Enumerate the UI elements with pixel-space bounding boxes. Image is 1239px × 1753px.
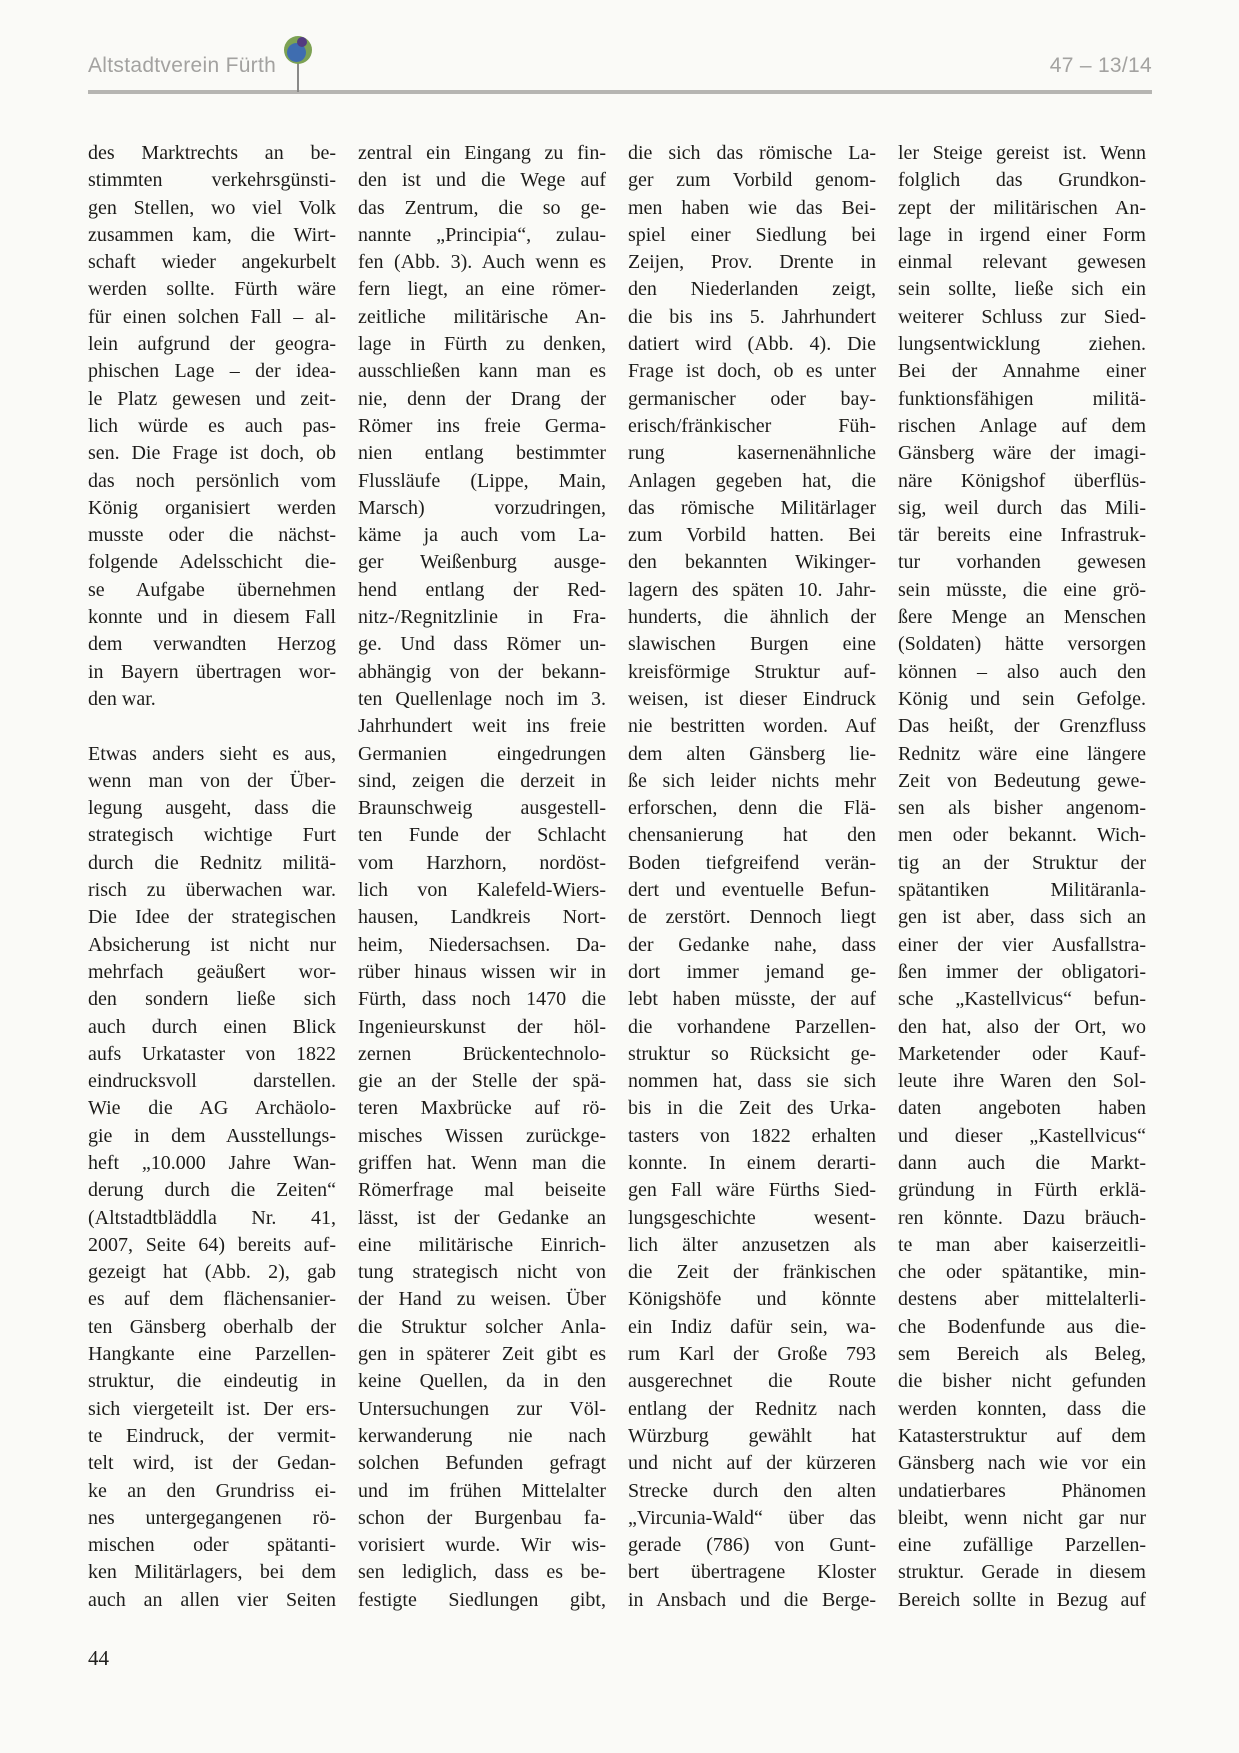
text-line: bis in die Zeit des Urka- — [628, 1097, 876, 1120]
text-line: men oder bekannt. Wich- — [898, 824, 1146, 847]
text-line: spiel einer Siedlung bei — [628, 223, 876, 246]
text-line: lich älter anzusetzen als — [628, 1233, 876, 1256]
text-line: mehrfach geäußert wor- — [88, 960, 336, 983]
text-line: und im frühen Mittelalter — [358, 1479, 606, 1502]
article-column-1 — [88, 140, 336, 1614]
text-line: tur vorhanden gewesen — [898, 551, 1146, 574]
text-line: ßere Menge an Menschen — [898, 606, 1146, 629]
text-line: (Altstadtbläddla Nr. 41, — [88, 1206, 336, 1229]
text-line: kerwanderung nie nach — [358, 1424, 606, 1447]
text-line: Strecke durch den alten — [628, 1479, 876, 1502]
text-line: den sondern ließe sich — [88, 988, 336, 1011]
text-line: konnte und in diesem Fall — [88, 606, 336, 629]
text-line: rum Karl der Große 793 — [628, 1343, 876, 1366]
text-line: „Vircunia-Wald“ über das — [628, 1506, 876, 1529]
text-line: abhängig von der bekann- — [358, 660, 606, 683]
text-line: Jahrhundert weit ins freie — [358, 715, 606, 738]
text-line: in Ansbach und die Berge- — [628, 1588, 876, 1611]
text-line: Gänsberg nach wie vor ein — [898, 1452, 1146, 1475]
text-line: weiterer Schluss zur Sied- — [898, 305, 1146, 328]
text-line: einmal relevant gewesen — [898, 251, 1146, 274]
text-line: schon der Burgenbau fa- — [358, 1506, 606, 1529]
text-line: ren könnte. Dazu bräuch- — [898, 1206, 1146, 1229]
text-line: das noch persönlich vom — [88, 469, 336, 492]
text-line: dem verwandten Herzog — [88, 633, 336, 656]
text-line: gen in späterer Zeit gibt es — [358, 1343, 606, 1366]
text-line: und dieser „Kastellvicus“ — [898, 1124, 1146, 1147]
text-line: dann auch die Markt- — [898, 1151, 1146, 1174]
article-column-3 — [628, 140, 876, 1614]
text-line: zentral ein Eingang zu fin- — [358, 142, 606, 164]
text-line: ße sich leider nichts mehr — [628, 769, 876, 792]
text-line: Das heißt, der Grenzfluss — [898, 715, 1146, 738]
text-line: tig an der Struktur der — [898, 851, 1146, 874]
text-line: aufs Urkataster von 1822 — [88, 1042, 336, 1065]
page-number: 44 — [88, 1646, 109, 1671]
text-line: die bisher nicht gefunden — [898, 1370, 1146, 1393]
text-line: dert und eventuelle Befun- — [628, 879, 876, 902]
text-line: ein Indiz dafür sein, wa- — [628, 1315, 876, 1338]
text-line: Fürth, dass noch 1470 die — [358, 988, 606, 1011]
text-line: che oder spätantike, min- — [898, 1261, 1146, 1284]
text-line: ten Gänsberg oberhalb der — [88, 1315, 336, 1338]
text-line: ten Funde der Schlacht — [358, 824, 606, 847]
text-line: ausgerechnet die Route — [628, 1370, 876, 1393]
text-line: undatierbares Phänomen — [898, 1479, 1146, 1502]
text-line: es auf dem flächensanier- — [88, 1288, 336, 1311]
text-line: rüber hinaus wissen wir in — [358, 960, 606, 983]
text-line: lich würde es auch pas- — [88, 414, 336, 437]
text-line: König organisiert werden — [88, 496, 336, 519]
article-body — [88, 140, 1152, 1614]
text-line: sich viergeteilt ist. Der ers- — [88, 1397, 336, 1420]
text-line: le Platz gewesen und zeit- — [88, 387, 336, 410]
text-line: der Hand zu weisen. Über — [358, 1288, 606, 1311]
text-line: lebt haben müsste, der auf — [628, 988, 876, 1011]
text-line: fern liegt, an eine römer- — [358, 278, 606, 301]
text-line: heft „10.000 Jahre Wan- — [88, 1151, 336, 1174]
text-line: Marketender oder Kauf- — [898, 1042, 1146, 1065]
text-line: ten Quellenlage noch im 3. — [358, 687, 606, 710]
text-line: griffen hat. Wenn man die — [358, 1151, 606, 1174]
text-line: des Marktrechts an be- — [88, 142, 336, 164]
text-line: Germanien eingedrungen — [358, 742, 606, 765]
text-line: struktur, die eindeutig in — [88, 1370, 336, 1393]
text-line: lagern des späten 10. Jahr- — [628, 578, 876, 601]
text-line: Absicherung ist nicht nur — [88, 933, 336, 956]
text-line: gen ist aber, dass sich an — [898, 906, 1146, 929]
issue-label: 47 – 13/14 — [1049, 54, 1152, 77]
text-line: Rednitz wäre eine längere — [898, 742, 1146, 765]
text-line: erforschen, denn die Flä- — [628, 797, 876, 820]
text-line: Frage ist doch, ob es unter — [628, 360, 876, 383]
text-line: Königshöfe und könnte — [628, 1288, 876, 1311]
text-line: hend entlang der Red- — [358, 578, 606, 601]
text-line: rischen Anlage auf dem — [898, 414, 1146, 437]
text-line: zeitliche militärische An- — [358, 305, 606, 328]
text-line: lungsgeschichte wesent- — [628, 1206, 876, 1229]
text-line: ler Steige gereist ist. Wenn — [898, 142, 1146, 164]
text-line: Gänsberg wäre der imagi- — [898, 442, 1146, 465]
text-line: nien entlang bestimmter — [358, 442, 606, 465]
text-line: Würzburg gewählt hat — [628, 1424, 876, 1447]
text-line: den war. — [88, 687, 156, 710]
text-line: gen Stellen, wo viel Volk — [88, 196, 336, 219]
text-line: teren Maxbrücke auf rö- — [358, 1097, 606, 1120]
text-line: eine zufällige Parzellen- — [898, 1534, 1146, 1557]
text-line: lage in Fürth zu denken, — [358, 333, 606, 356]
text-line: lein aufgrund der geogra- — [88, 333, 336, 356]
text-line: sein müsste, die eine grö- — [898, 578, 1146, 601]
text-line: nie, denn der Drang der — [358, 387, 606, 410]
text-line: werden konnten, dass die — [898, 1397, 1146, 1420]
text-line: Marsch) vorzudringen, — [358, 496, 606, 519]
text-line: eindrucksvoll darstellen. — [88, 1070, 336, 1093]
text-line: men haben wie das Bei- — [628, 196, 876, 219]
text-line: die bis ins 5. Jahrhundert — [628, 305, 876, 328]
text-line: te Eindruck, der vermit- — [88, 1424, 336, 1447]
text-line: legung ausgeht, dass die — [88, 797, 336, 820]
text-line: Etwas anders sieht es aus, — [88, 742, 336, 765]
text-line: können – also auch den — [898, 660, 1146, 683]
text-line: und nicht auf der kürzeren — [628, 1452, 876, 1475]
text-line: struktur so Rücksicht ge- — [628, 1042, 876, 1065]
logo-stem — [297, 60, 299, 92]
text-line: den ist und die Wege auf — [358, 169, 606, 192]
text-line: Ingenieurskunst der höl- — [358, 1015, 606, 1038]
text-line: lage in irgend einer Form — [898, 223, 1146, 246]
article-column-4 — [898, 140, 1146, 1614]
text-line: daten angeboten haben — [898, 1097, 1146, 1120]
text-line: gründung in Fürth erklä- — [898, 1179, 1146, 1202]
text-line: erisch/fränkischer Füh- — [628, 414, 876, 437]
text-line: entlang der Rednitz nach — [628, 1397, 876, 1420]
text-line: leute ihre Waren den Sol- — [898, 1070, 1146, 1093]
text-line: Römerfrage mal beiseite — [358, 1179, 606, 1202]
text-line: Katasterstruktur auf dem — [898, 1424, 1146, 1447]
text-line: König und sein Gefolge. — [898, 687, 1146, 710]
text-line: hausen, Landkreis Nort- — [358, 906, 606, 929]
text-line: strategisch wichtige Furt — [88, 824, 336, 847]
text-line: 2007, Seite 64) bereits auf- — [88, 1233, 336, 1256]
text-line: für einen solchen Fall – al- — [88, 305, 336, 328]
text-line: in Bayern übertragen wor- — [88, 660, 336, 683]
text-line: gerade (786) von Gunt- — [628, 1534, 876, 1557]
text-line: folgende Adelsschicht die- — [88, 551, 336, 574]
text-line: das Zentrum, die so ge- — [358, 196, 606, 219]
text-line: durch die Rednitz militä- — [88, 851, 336, 874]
text-line: Bei der Annahme einer — [898, 360, 1146, 383]
text-line: rung kasernenähnliche — [628, 442, 876, 465]
text-line: sein sollte, ließe sich ein — [898, 278, 1146, 301]
text-line: Hangkante eine Parzellen- — [88, 1343, 336, 1366]
text-line: tung strategisch nicht von — [358, 1261, 606, 1284]
text-line: solchen Befunden gefragt — [358, 1452, 606, 1475]
text-line: musste oder die nächst- — [88, 524, 336, 547]
text-line: datiert wird (Abb. 4). Die — [628, 333, 876, 356]
text-line: nie bestritten worden. Auf — [628, 715, 876, 738]
text-line: bleibt, wenn nicht gar nur — [898, 1506, 1146, 1529]
text-line: schaft wieder angekurbelt — [88, 251, 336, 274]
text-line: Zeit von Bedeutung gewe- — [898, 769, 1146, 792]
text-line: ßen immer der obligatori- — [898, 960, 1146, 983]
text-line: zum Vorbild hatten. Bei — [628, 524, 876, 547]
text-line: gezeigt hat (Abb. 2), gab — [88, 1261, 336, 1284]
tree-logo-icon — [284, 36, 314, 92]
brand-label: Altstadtverein Fürth — [88, 54, 277, 77]
text-line: nes untergegangenen rö- — [88, 1506, 336, 1529]
text-line: derung durch die Zeiten“ — [88, 1179, 336, 1202]
text-line: telt wird, ist der Gedan- — [88, 1452, 336, 1475]
text-line: te man aber kaiserzeitli- — [898, 1233, 1146, 1256]
text-line: ken Militärlagers, bei dem — [88, 1561, 336, 1584]
text-line: chensanierung hat den — [628, 824, 876, 847]
text-line: phischen Lage – der idea- — [88, 360, 336, 383]
text-line: werden sollte. Fürth wäre — [88, 278, 336, 301]
text-line: zept der militärischen An- — [898, 196, 1146, 219]
page-header — [88, 0, 1152, 94]
text-line: vorisiert wurde. Wir wis- — [358, 1534, 606, 1557]
text-line: slawischen Burgen eine — [628, 633, 876, 656]
text-line: sig, weil durch das Mili- — [898, 496, 1146, 519]
header-row — [88, 0, 1152, 78]
text-line: che Bodenfunde aus die- — [898, 1315, 1146, 1338]
text-line: de zerstört. Dennoch liegt — [628, 906, 876, 929]
text-line: vom Harzhorn, nordöst- — [358, 851, 606, 874]
text-line: wenn man von der Über- — [88, 769, 336, 792]
text-line: heim, Niedersachsen. Da- — [358, 933, 606, 956]
text-line: Römer ins freie Germa- — [358, 414, 606, 437]
text-line: zernen Brückentechnolo- — [358, 1042, 606, 1065]
text-line: keine Quellen, da in den — [358, 1370, 606, 1393]
text-line: konnte. In einem derarti- — [628, 1151, 876, 1174]
text-line: lungsentwicklung ziehen. — [898, 333, 1146, 356]
text-line: hunderts, die ähnlich der — [628, 606, 876, 629]
text-line: käme ja auch vom La- — [358, 524, 606, 547]
text-line: sen lediglich, dass es be- — [358, 1561, 606, 1584]
text-line: Zeijen, Prov. Drente in — [628, 251, 876, 274]
text-line: ausschließen kann man es — [358, 360, 606, 383]
text-line: sen als bisher angenom- — [898, 797, 1146, 820]
text-line: funktionsfähigen militä- — [898, 387, 1146, 410]
text-line: se Aufgabe übernehmen — [88, 578, 336, 601]
text-line: nannte „Principia“, zulau- — [358, 223, 606, 246]
text-line: tasters von 1822 erhalten — [628, 1124, 876, 1147]
text-line: folglich das Grundkon- — [898, 169, 1146, 192]
text-line: den bekannten Wikinger- — [628, 551, 876, 574]
text-line: bert übertragene Kloster — [628, 1561, 876, 1584]
text-line: das römische Militärlager — [628, 496, 876, 519]
text-line: destens aber mittelalterli- — [898, 1288, 1146, 1311]
text-line: dem alten Gänsberg lie- — [628, 742, 876, 765]
text-line: gie in dem Ausstellungs- — [88, 1124, 336, 1147]
text-line: dort immer jemand ge- — [628, 960, 876, 983]
text-line: ke an den Grundriss ei- — [88, 1479, 336, 1502]
text-line: kreisförmige Struktur auf- — [628, 660, 876, 683]
text-line: Flussläufe (Lippe, Main, — [358, 469, 606, 492]
text-line: (Soldaten) hätte versorgen — [898, 633, 1146, 656]
text-line: lich von Kalefeld-Wiers- — [358, 879, 606, 902]
page-content — [88, 0, 1152, 1671]
text-line: einer der vier Ausfallstra- — [898, 933, 1146, 956]
text-line: fen (Abb. 3). Auch wenn es — [358, 251, 606, 274]
text-line: der Gedanke nahe, dass — [628, 933, 876, 956]
text-line: struktur. Gerade in diesem — [898, 1561, 1146, 1584]
text-line: gie an der Stelle der spä- — [358, 1070, 606, 1093]
text-line: weisen, ist dieser Eindruck — [628, 687, 876, 710]
text-line: sen. Die Frage ist doch, ob — [88, 442, 336, 465]
text-line: Anlagen gegeben hat, die — [628, 469, 876, 492]
text-line: ger zum Vorbild genom- — [628, 169, 876, 192]
paragraph-gap — [88, 713, 336, 740]
text-line: nitz-/Regnitzlinie in Fra- — [358, 606, 606, 629]
text-line: sem Bereich als Beleg, — [898, 1343, 1146, 1366]
text-line: tär bereits eine Infrastruk- — [898, 524, 1146, 547]
text-line: Boden tiefgreifend verän- — [628, 851, 876, 874]
text-line: ger Weißenburg ausge- — [358, 551, 606, 574]
text-line: den Niederlanden zeigt, — [628, 278, 876, 301]
text-line: misches Wissen zurückge- — [358, 1124, 606, 1147]
text-line: festigte Siedlungen gibt, — [358, 1588, 606, 1611]
text-line: eine militärische Einrich- — [358, 1233, 606, 1256]
text-line: die sich das römische La- — [628, 142, 876, 164]
text-line: Die Idee der strategischen — [88, 906, 336, 929]
article-column-2 — [358, 140, 606, 1614]
logo-bud-dot — [297, 37, 307, 47]
text-line: auch an allen vier Seiten — [88, 1588, 336, 1611]
text-line: risch zu überwachen war. — [88, 879, 336, 902]
text-line: gen Fall wäre Fürths Sied- — [628, 1179, 876, 1202]
text-line: auch durch einen Blick — [88, 1015, 336, 1038]
text-line: germanischer oder bay- — [628, 387, 876, 410]
text-line: ge. Und dass Römer un- — [358, 633, 606, 656]
text-line: Bereich sollte in Bezug auf — [898, 1588, 1146, 1611]
text-line: sche „Kastellvicus“ befun- — [898, 988, 1146, 1011]
header-divider — [88, 90, 1152, 94]
text-line: zusammen kam, die Wirt- — [88, 223, 336, 246]
text-line: Untersuchungen zur Völ- — [358, 1397, 606, 1420]
text-line: Braunschweig ausgestell- — [358, 797, 606, 820]
text-line: die Struktur solcher Anla- — [358, 1315, 606, 1338]
text-line: stimmten verkehrsgünsti- — [88, 169, 336, 192]
text-line: spätantiken Militäranla- — [898, 879, 1146, 902]
text-line: sind, zeigen die derzeit in — [358, 769, 606, 792]
text-line: die vorhandene Parzellen- — [628, 1015, 876, 1038]
text-line: lässt, ist der Gedanke an — [358, 1206, 606, 1229]
text-line: nommen hat, dass sie sich — [628, 1070, 876, 1093]
text-line: mischen oder spätanti- — [88, 1534, 336, 1557]
text-line: die Zeit der fränkischen — [628, 1261, 876, 1284]
text-line: näre Königshof überflüs- — [898, 469, 1146, 492]
text-line: den hat, also der Ort, wo — [898, 1015, 1146, 1038]
text-line: Wie die AG Archäolo- — [88, 1097, 336, 1120]
